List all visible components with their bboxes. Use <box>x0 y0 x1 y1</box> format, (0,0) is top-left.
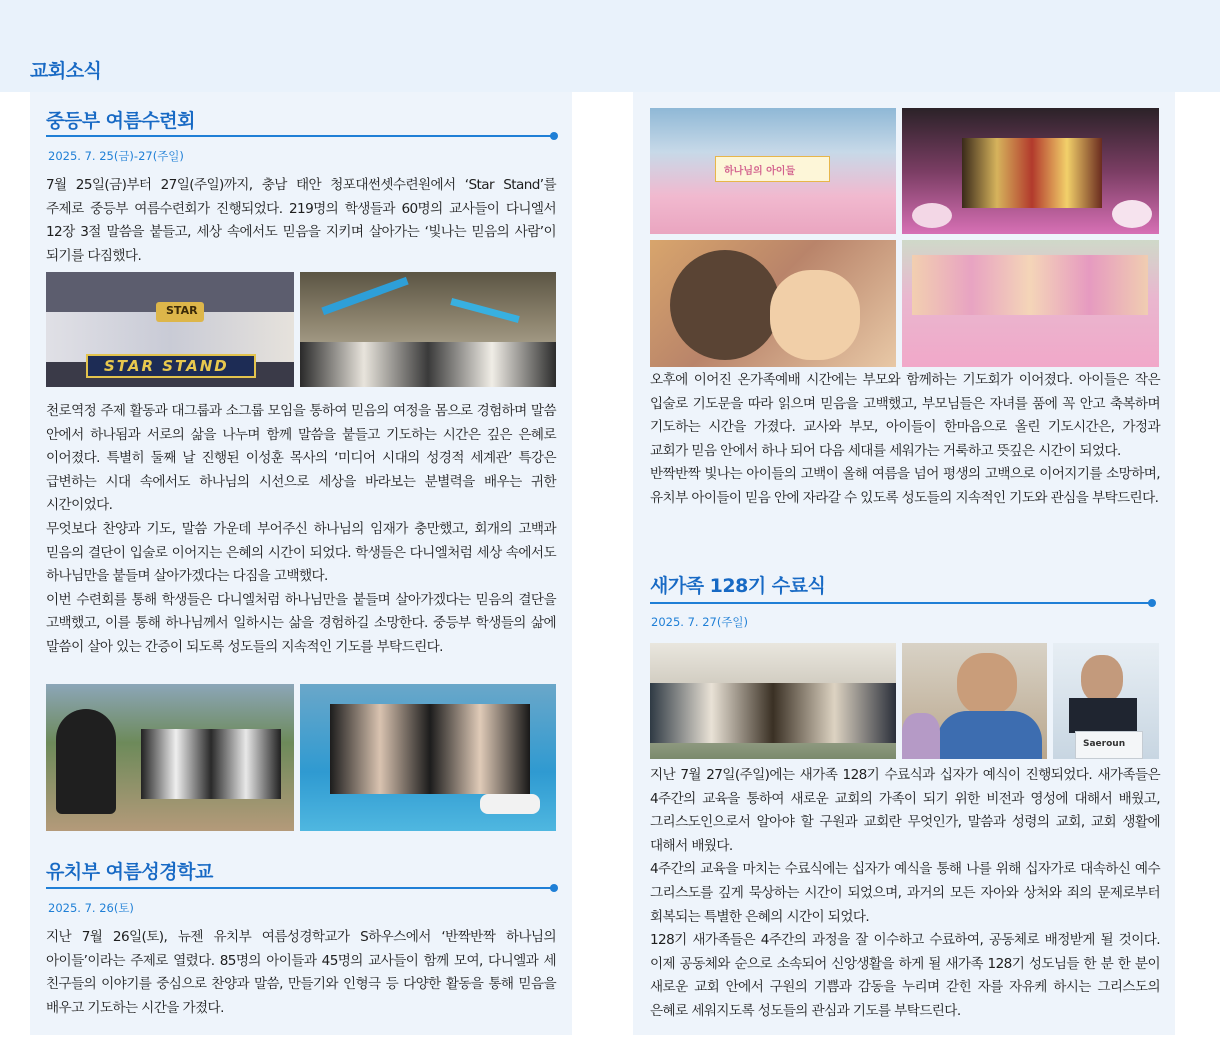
photo-pool <box>300 684 556 831</box>
article-date: 2025. 7. 27(주일) <box>651 615 749 629</box>
photo-parent <box>670 250 780 360</box>
article-title-kinder-vbs: 유치부 여름성경학교 <box>46 861 213 883</box>
article-paragraph <box>46 926 556 1020</box>
photo-kids-group <box>650 108 896 234</box>
paragraph-text: 지난 7월 27일(주일)에는 새가족 128기 수료식과 십자가 예식이 진행되었다. 새가족들은 4주간의 교육을 통하여 새로운 교회의 가족이 되기 위한 비전과 영성에 대해서 배웠고, 그리스도인으로서 알아야 할 구원과 교회란 무엇인가, 말씀과 성령의 교회, 교회 생활에 대해서 배웠다. <box>650 767 1160 854</box>
paragraph-text: 4주간의 교육을 마치는 수료식에는 십자가 예식을 통해 나를 위해 십자가로 대속하신 예수 그리스도를 깊게 묵상하는 시간이 되었으며, 과거의 모든 자아와 상처와 죄의 문제로부터 회복되는 특별한 은혜의 시간이 되었다. <box>650 861 1160 925</box>
paragraph-text: 반짝반짝 빛나는 아이들의 고백이 올해 여름을 넘어 평생의 고백으로 이어지기를 소망하며, 유치부 아이들이 믿음 안에 자라갈 수 있도록 성도들의 지속적인 기도와 관심을 부탁드린다. <box>650 466 1160 506</box>
photo-suit <box>1069 698 1137 733</box>
article-paragraph <box>46 174 556 268</box>
paragraph-text: 지난 7월 26일(토), 뉴젠 유치부 여름성경학교가 S하우스에서 ‘반짝반짝 하나님의 아이들’이라는 주제로 열렸다. 85명의 아이들과 45명의 교사들이 함께 모여, 다니엘과 세 친구들의 이야기를 중심으로 찬양과 말씀, 만들기와 인형극 등 다양한 활동을 통해 믿음을 배우고 기도하는 시간을 가졌다. <box>46 929 556 1016</box>
podium-text: Saeroun <box>1083 739 1126 749</box>
right-column <box>633 92 1175 1035</box>
paragraph-text: 7월 25일(금)부터 27일(주일)까지, 충남 태안 청포대썬셋수련원에서 ‘Star Stand’를 주제로 중등부 여름수련회가 진행되었다. 219명의 학생들과 60명의 교사들이 다니엘서 12장 3절 말씀을 붙들고, 세상 속에서도 믿음을 지키며 살아가는 ‘빛나는 믿음의 사람’이 되기를 다짐했다. <box>46 177 556 264</box>
photo-students <box>141 729 281 799</box>
article-title-youth-retreat: 중등부 여름수련회 <box>46 110 195 132</box>
star-stand-banner-text: STAR STAND <box>104 357 229 375</box>
photo-face <box>957 653 1017 715</box>
photo-person <box>56 709 116 814</box>
paragraph-text: 무엇보다 찬양과 기도, 말씀 가운데 부어주신 하나님의 임재가 충만했고, 회개의 고백과 믿음의 결단이 입술로 이어지는 은혜의 시간이 되었다. 학생들은 다니엘처럼 세상 속에서도 하나님만을 붙들며 살아가겠다는 다짐을 고백했다. <box>46 520 556 585</box>
photo-child <box>770 270 860 360</box>
section-label: 교회소식 <box>30 60 102 82</box>
left-column <box>30 92 572 1035</box>
photo-group-banner <box>46 272 294 387</box>
photo-smiling-member <box>902 643 1047 759</box>
photo-attendees <box>650 683 896 743</box>
article-title-newcomer-graduation: 새가족 128기 수료식 <box>650 575 826 597</box>
photo-graduation-group <box>650 643 896 759</box>
article-date: 2025. 7. 25(금)-27(주일) <box>48 149 184 163</box>
vbs-banner-text: 하나님의 아이들 <box>724 166 796 177</box>
paragraph-text: 오후에 이어진 온가족예배 시간에는 부모와 함께하는 기도회가 이어졌다. 아이들은 작은 입술로 기도문을 따라 읽으며 믿음을 고백했고, 부모님들은 자녀를 품에 꼭 안고 축복하며 기도하는 시간을 가졌다. 교사와 부모, 아이들이 한마음으로 올린 기도시간은, 가정과 교회가 믿음 안에서 하나 되어 다음 세대를 세워가는 거룩하고 뜻깊은 시간이 되었다. <box>650 372 1160 459</box>
balloon <box>912 203 952 228</box>
title-divider <box>46 887 554 889</box>
photo-person <box>902 713 940 759</box>
paragraph-text: 천로역정 주제 활동과 대그룹과 소그룹 모임을 통하여 믿음의 여정을 몸으로 경험하며 말씀 안에서 하나됨과 서로의 삶을 나누며 함께 말씀을 붙들고 기도하는 시간은 깊은 은혜로 이어졌다. 특별히 둘째 날 진행된 이성훈 목사의 ‘미디어 시대의 성경적 세계관’ 특강은 급변하는 시대 속에서도 하나님의 시선으로 세상을 바라보는 분별력을 배우는 귀한 시간이었다. <box>46 403 556 514</box>
photo-students <box>330 704 530 794</box>
photo-parent-prayer <box>650 240 896 367</box>
photo-float <box>480 794 540 814</box>
photo-performers <box>962 138 1102 208</box>
photo-people <box>300 342 556 387</box>
article-paragraph <box>650 369 1160 511</box>
glow-stick <box>450 298 519 323</box>
paragraph-text: 이번 수련회를 통해 학생들은 다니엘처럼 하나님만을 붙들며 살아가겠다는 믿음의 결단을 고백했고, 이를 통해 하나님께서 일하시는 삶을 경험하길 소망한다. 중등부 학생들의 삶에 말씀이 살아 있는 간증이 되도록 성도들의 지속적인 기도를 부탁드린다. <box>46 591 556 655</box>
photo-kids-playing <box>902 240 1159 367</box>
photo-children <box>912 255 1148 315</box>
photo-puppet-show <box>902 108 1159 234</box>
balloon <box>1112 200 1152 228</box>
title-divider <box>650 602 1152 604</box>
article-paragraph <box>650 764 1160 1024</box>
article-date: 2025. 7. 26(토) <box>48 901 134 915</box>
title-divider <box>46 135 554 137</box>
photo-pastor-podium <box>1053 643 1159 759</box>
article-paragraph <box>46 400 556 660</box>
top-band <box>0 0 1220 92</box>
photo-shirt <box>937 711 1042 759</box>
photo-outdoor-activity <box>46 684 294 831</box>
stage-sign-text: STAR <box>166 304 198 317</box>
paragraph-text: 128기 새가족들은 4주간의 과정을 잘 이수하고 수료하여, 공동체로 배정받게 될 것이다. 이제 공동체와 순으로 소속되어 신앙생활을 하게 될 새가족 128기 성도님들 한 분 한 분이 새로운 교회 안에서 구원의 기쁨과 감동을 누리며 갇힌 자를 자유케 하시는 그리스도의 은혜로 세워지도록 성도들의 관심과 기도를 부탁드린다. <box>650 932 1160 1019</box>
glow-stick <box>321 277 408 315</box>
photo-worship-crowd <box>300 272 556 387</box>
photo-face <box>1081 655 1123 703</box>
